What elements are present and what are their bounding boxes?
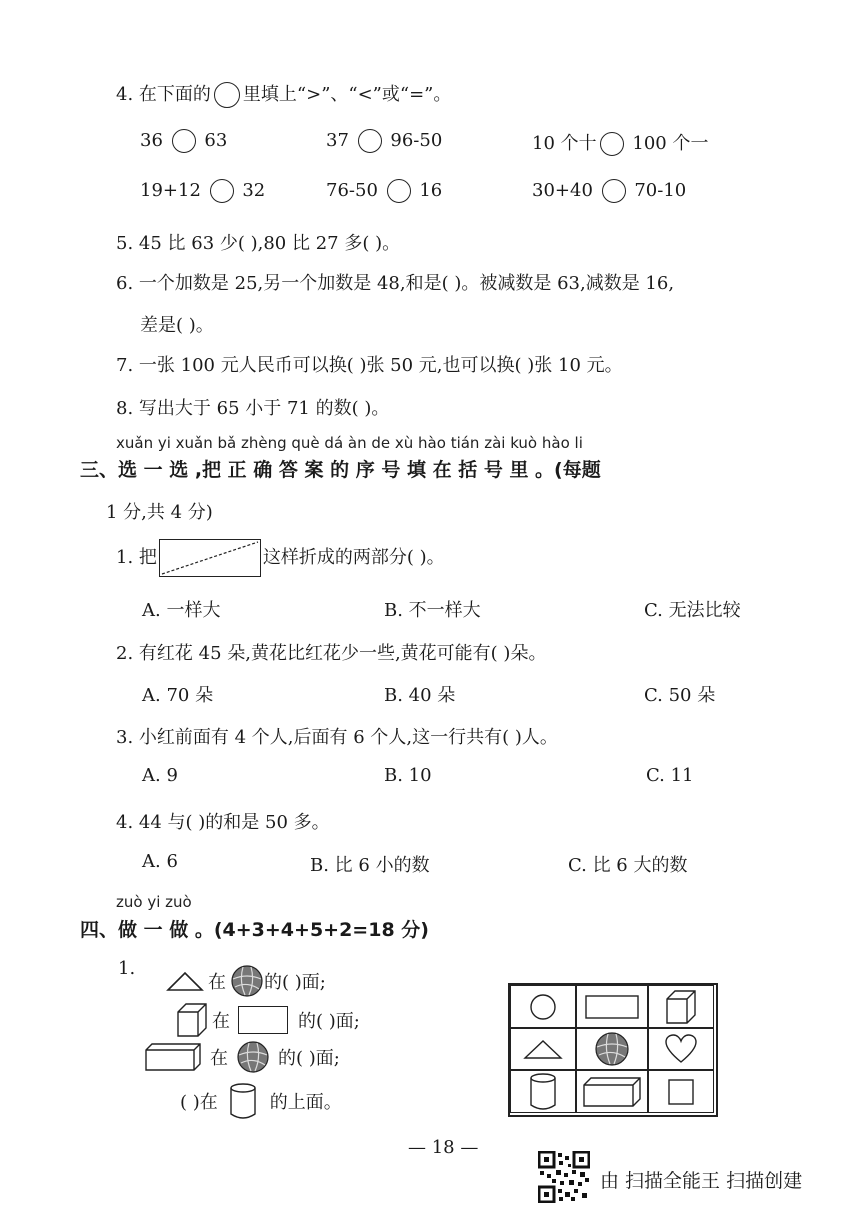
diagonal-dashed-line-icon bbox=[160, 540, 260, 576]
question-6-line1: 6. 一个加数是 25,另一个加数是 48,和是( )。被减数是 63,减数是 16, bbox=[116, 273, 675, 294]
option[interactable]: C. 比 6 大的数 bbox=[568, 855, 688, 876]
compare-circle[interactable] bbox=[358, 129, 382, 153]
position-line-2: 在 的( )面; bbox=[176, 1002, 360, 1038]
circle-icon bbox=[528, 992, 558, 1022]
square-icon bbox=[666, 1077, 696, 1107]
rectangle-icon bbox=[238, 1006, 288, 1034]
question-7: 7. 一张 100 元人民币可以换( )张 50 元,也可以换( )张 10 元。 bbox=[116, 355, 623, 376]
basketball-icon bbox=[594, 1031, 630, 1067]
question-8: 8. 写出大于 65 小于 71 的数( )。 bbox=[116, 398, 390, 419]
compare-circle[interactable] bbox=[600, 132, 624, 156]
compare-circle[interactable] bbox=[602, 179, 626, 203]
triangle-icon bbox=[166, 970, 204, 992]
grid-cell bbox=[510, 1070, 576, 1113]
option[interactable]: A. 6 bbox=[142, 851, 178, 872]
compare-item: 10 个十 100 个一 bbox=[532, 133, 709, 154]
grid-cell bbox=[648, 1070, 714, 1113]
grid-cell bbox=[576, 1070, 648, 1113]
cuboid-icon bbox=[665, 989, 697, 1025]
page-number: — 18 — bbox=[408, 1137, 479, 1158]
basketball-icon bbox=[230, 964, 264, 998]
position-line-4: ( )在 的上面。 bbox=[180, 1082, 342, 1120]
compare-circle[interactable] bbox=[387, 179, 411, 203]
compare-item: 76-50 16 bbox=[326, 180, 443, 201]
compare-item: 37 96-50 bbox=[326, 130, 443, 151]
position-line-3: 在 的( )面; bbox=[144, 1040, 340, 1074]
heart-icon bbox=[664, 1033, 698, 1065]
option[interactable]: B. 不一样大 bbox=[384, 600, 481, 621]
section-3-title: 三、选 一 选 ,把 正 确 答 案 的 序 号 填 在 括 号 里 。(每题 bbox=[80, 459, 601, 481]
compare-item: 19+12 32 bbox=[140, 180, 266, 201]
option[interactable]: B. 比 6 小的数 bbox=[310, 855, 430, 876]
triangle-icon bbox=[523, 1038, 563, 1060]
section-4-pinyin: zuò yi zuò bbox=[116, 893, 192, 911]
question-4-stem bbox=[116, 80, 451, 108]
qr-code-icon bbox=[538, 1151, 590, 1203]
compare-item: 36 63 bbox=[140, 130, 228, 151]
option[interactable]: C. 无法比较 bbox=[644, 600, 741, 621]
compare-circle[interactable] bbox=[210, 179, 234, 203]
grid-cell bbox=[576, 985, 648, 1028]
option[interactable]: C. 50 朵 bbox=[644, 685, 716, 706]
option[interactable]: A. 一样大 bbox=[142, 600, 221, 621]
section-4-title: 四、做 一 做 。(4+3+4+5+2=18 分) bbox=[80, 919, 429, 941]
choice-question-3: 3. 小红前面有 4 个人,后面有 6 个人,这一行共有( )人。 bbox=[116, 727, 558, 748]
cuboid-icon bbox=[176, 1002, 208, 1038]
option[interactable]: A. 9 bbox=[142, 765, 178, 786]
grid-cell bbox=[510, 985, 576, 1028]
section-3-title-cont: 1 分,共 4 分) bbox=[106, 502, 213, 523]
circle-icon bbox=[214, 82, 240, 108]
scanner-watermark: 由 扫描全能王 扫描创建 bbox=[600, 1170, 803, 1192]
cylinder-icon bbox=[228, 1082, 258, 1120]
compare-item: 30+40 70-10 bbox=[532, 180, 687, 201]
question-5: 5. 45 比 63 少( ),80 比 27 多( )。 bbox=[116, 233, 401, 254]
choice-question-1: 1. 把 这样折成的两部分( )。 bbox=[116, 539, 445, 577]
option[interactable]: C. 11 bbox=[646, 765, 694, 786]
option[interactable]: B. 40 朵 bbox=[384, 685, 456, 706]
choice-question-2: 2. 有红花 45 朵,黄花比红花少一些,黄花可能有( )朵。 bbox=[116, 643, 547, 664]
choice-question-4: 4. 44 与( )的和是 50 多。 bbox=[116, 812, 330, 833]
question-1-number: 1. bbox=[118, 958, 136, 979]
grid-cell bbox=[648, 985, 714, 1028]
option[interactable]: B. 10 bbox=[384, 765, 432, 786]
shape-grid-figure bbox=[508, 983, 718, 1117]
cylinder-icon bbox=[528, 1072, 558, 1112]
long-box-icon bbox=[582, 1076, 642, 1108]
question-6-line2: 差是( )。 bbox=[140, 315, 214, 336]
folded-rectangle-figure bbox=[159, 539, 261, 577]
question-4-stem-pre: 4. 在下面的 bbox=[116, 84, 211, 105]
basketball-icon bbox=[236, 1040, 270, 1074]
grid-cell bbox=[510, 1028, 576, 1070]
position-line-1: 在 的( )面; bbox=[166, 964, 326, 998]
grid-cell bbox=[576, 1028, 648, 1070]
compare-circle[interactable] bbox=[172, 129, 196, 153]
question-4-stem-post: 里填上“>”、“<”或“=”。 bbox=[242, 84, 452, 105]
rectangle-icon bbox=[584, 993, 640, 1021]
option[interactable]: A. 70 朵 bbox=[142, 685, 214, 706]
grid-cell bbox=[648, 1028, 714, 1070]
section-3-pinyin: xuǎn yi xuǎn bǎ zhèng què dá àn de xù hào tián zài kuò hào li bbox=[116, 434, 583, 452]
long-box-icon bbox=[144, 1042, 202, 1072]
